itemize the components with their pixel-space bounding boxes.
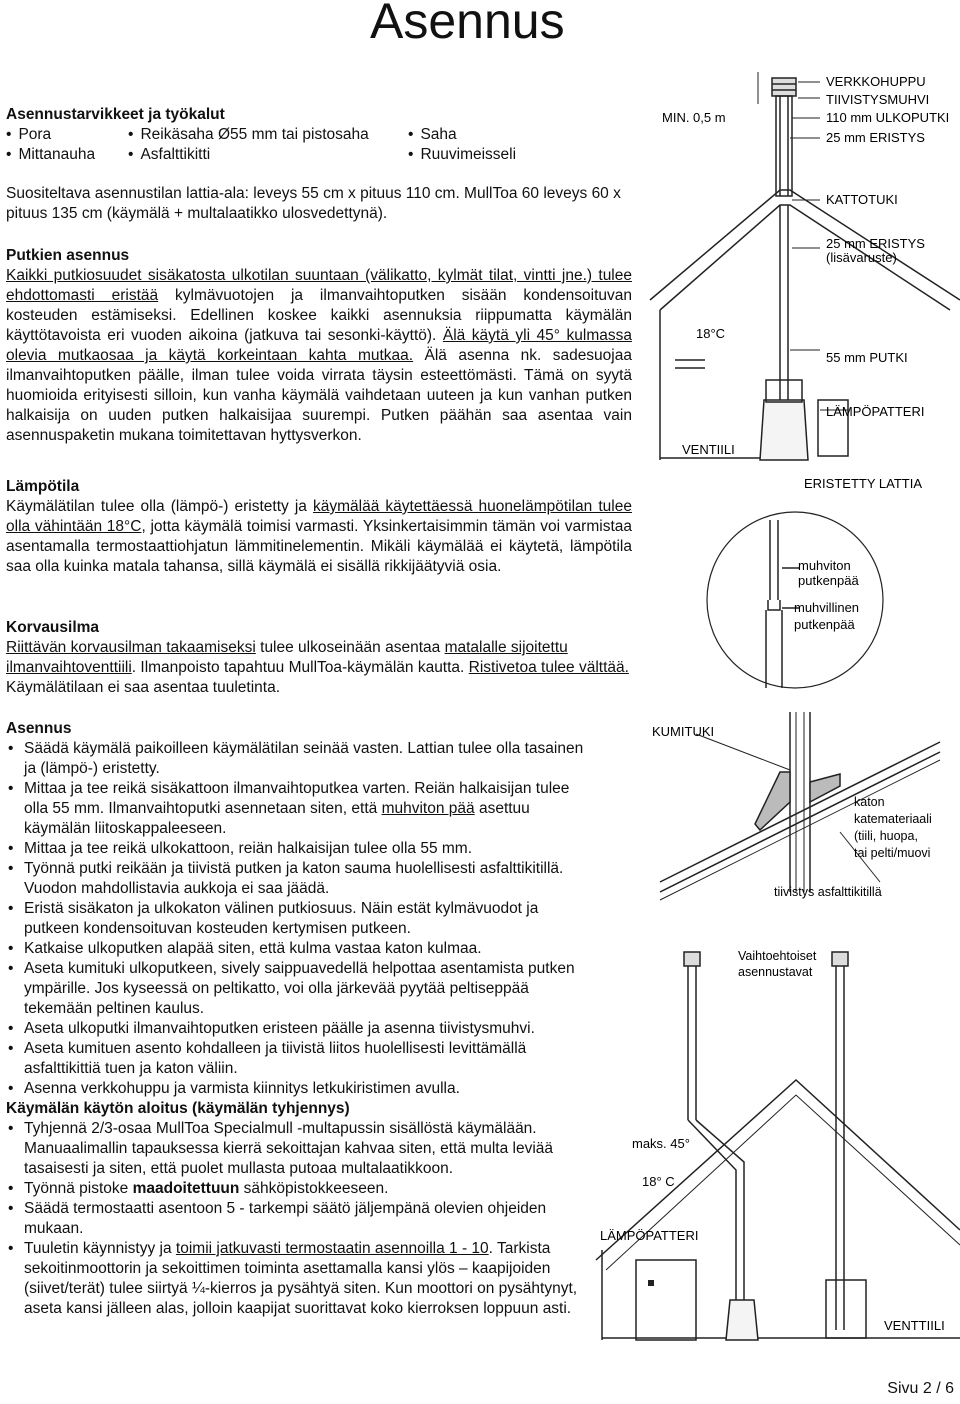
- label-maks: maks. 45°: [632, 1136, 690, 1151]
- tool-item: • Reikäsaha Ø55 mm tai pistosaha: [128, 125, 369, 145]
- list-item: • Työnnä putki reikään ja tiivistä putken ja katon sauma huolellisesti asfalttikitillä. Vuodon mahdollistavia aukkoja ei saa jäädä.: [6, 859, 596, 899]
- label-putkenpaa-1: putkenpää: [798, 573, 859, 588]
- label-venttiili-2: VENTTIILI: [884, 1318, 945, 1333]
- min-distance-label: MIN. 0,5 m: [662, 110, 726, 125]
- list-item: • Tuuletin käynnistyy ja toimii jatkuvasti termostaatin asennoilla 1 - 10. Tarkista sekoitinmoottorin ja sekoittimen toiminta asettamalla kansi ylös – kaapijoiden (siivet/terät) tulee siirtyä ¼-kierros ja pysähtyä siten. Kun moottori on pysähtynyt, aseta kansi jälleen alas, jolloin kaapijat suorittavat koko kierroksen loppuun asti.: [6, 1239, 596, 1319]
- alternative-installation-diagram: [596, 930, 960, 1350]
- list-item: • Eristä sisäkaton ja ulkokaton välinen putkiosuus. Näin estät kylmävuodot ja putkeen kondensoituvan kosteuden kertymisen putkeen.: [6, 899, 596, 939]
- tool-item: • Pora: [6, 125, 51, 145]
- label-eristys: 25 mm ERISTYS: [826, 130, 925, 145]
- label-eristetty-lattia: ERISTETTY LATTIA: [804, 476, 922, 491]
- list-item: • Aseta ulkoputki ilmanvaihtoputken eristeen päälle ja asenna tiivistysmuhvi.: [6, 1019, 596, 1039]
- list-item: • Säädä käymälä paikoilleen käymälätilan seinää vasten. Lattian tulee olla tasainen ja (lämpö-) eristetty.: [6, 739, 596, 779]
- list-item: • Työnnä pistoke maadoitettuun sähköpistokkeeseen.: [6, 1179, 596, 1199]
- list-item: • Säädä termostaatti asentoon 5 - tarkempi säätö jäljempänä olevien ohjeiden mukaan.: [6, 1199, 596, 1239]
- label-lampopatteri-2: LÄMPÖPATTERI: [600, 1228, 699, 1243]
- tool-item: • Mittanauha: [6, 145, 95, 165]
- tools-section: [6, 105, 646, 165]
- tool-item: • Saha: [408, 125, 457, 145]
- list-item: • Katkaise ulkoputken alapää siten, että kulma vastaa katon kulmaa.: [6, 939, 596, 959]
- air-heading: Korvausilma: [6, 619, 100, 636]
- tools-heading: Asennustarvikkeet ja työkalut: [6, 106, 225, 123]
- label-temp: 18°C: [696, 326, 726, 341]
- list-item: • Aseta kumituki ulkoputkeen, sively saippuavedellä helpottaa asentamista putken ympärille. Jos kyseessä on peltikatto, voi olla järkevää pyytää peltiseppää tekemään peltinen kaulus.: [6, 959, 596, 1019]
- label-lampopatteri: LÄMPÖPATTERI: [826, 404, 925, 419]
- list-item: • Mittaa ja tee reikä sisäkattoon ilmanvaihtoputkea varten. Reiän halkaisijan tulee olla 55 mm. Ilmanvaihtoputki asennetaan siten, että muhviton pää asettuu käymälän liitoskappaleeseen.: [6, 779, 596, 839]
- temperature-section: Lämpötila Käymälätilan tulee olla (lämpö-) eristetty ja käymälää käytettäessä huonelämpötilan tulee olla vähintään 18°C, jotta käymälä toimisi varmasti. Yksinkertaisimmin tämän voi varmistaa asentamalla termostaattiohjatun lämmitinelementin. Mikäli käymälää ei käytetä, lämpötila saa olla kuinka matala tahansa, sillä käymälä ei sisällä rikkijäätyviä osia.: [6, 478, 632, 575]
- tool-item: • Ruuvimeisseli: [408, 145, 516, 165]
- pipe-heading: Putkien asennus: [6, 247, 130, 264]
- label-kattotuki: KATTOTUKI: [826, 192, 898, 207]
- label-ulkoputki: 110 mm ULKOPUTKI: [826, 110, 950, 125]
- page-title: Asennus: [370, 0, 565, 49]
- install-list: [6, 739, 596, 1099]
- list-item: • Mittaa ja tee reikä ulkokattoon, reiän halkaisijan tulee olla 55 mm.: [6, 839, 596, 859]
- label-katon: katon: [854, 795, 885, 809]
- air-section: Korvausilma Riittävän korvausilman takaamiseksi tulee ulkoseinään asentaa matalalle sijoitettu ilmanvaihtoventtiili. Ilmanpoisto tapahtuu MullToa-käymälän kautta. Ristivetoa tulee välttää. Käymälätilaan ei saa asentaa tuuletinta.: [6, 618, 632, 698]
- label-tiivistys: tiivistys asfalttikitillä: [774, 885, 882, 899]
- pipe-ends-diagram: [720, 510, 960, 690]
- label-pelti: tai pelti/muovi: [854, 846, 931, 860]
- start-list: [6, 1119, 596, 1319]
- list-item: • Asenna verkkohuppu ja varmista kiinnitys letkukiristimen avulla.: [6, 1079, 596, 1099]
- label-katemateriaali: katemateriaali: [854, 812, 932, 826]
- label-asennustavat: asennustavat: [738, 965, 813, 979]
- install-heading: Asennus: [6, 720, 72, 737]
- list-item: • Aseta kumituen asento kohdalleen ja tiivistä liitos huolellisesti levittämällä asfalttikittiä tuen ja katon väliin.: [6, 1039, 596, 1079]
- roof-detail-diagram: [640, 712, 960, 902]
- label-muhviton: muhviton: [798, 558, 851, 573]
- label-putki: 55 mm PUTKI: [826, 350, 908, 365]
- label-kumituki: KUMITUKI: [652, 724, 715, 739]
- label-verkkohuppu: VERKKOHUPPU: [826, 74, 926, 89]
- pipe-section: Putkien asennus Kaikki putkiosuudet sisäkatosta ulkotilan suuntaan (välikatto, kylmät tilat, vintti jne.) tulee ehdottomasti eristää kylmävuotojen ja ilmanvaihtoputken sisään kondensoituvan kosteuden estämiseksi. Edellinen koskee kaikki asennuksia riippumatta käymälän käyttötavoista eri vuoden aikoina (jatkuva tai sesonki-käyttö). Älä käytä yli 45° kulmassa olevia mutkaosaa ja käytä korkeintaan kahta mutkaa. Älä asenna nk. sadesuojaa ilmanvaihtoputken päälle, ilman tulee voida virrata täysin esteettömästi. Tämä on syytä huomioida erityisesti silloin, kun vanha käymälä vaihdetaan uuteen ja kun vanhan putken halkaisija on uuden putken halkaisijaa suurempi. Putken päähän saa asentaa vain asennuspaketin mukana toimitettavan hyttysverkon.: [6, 247, 633, 444]
- label-venttiili: VENTIILI: [682, 442, 735, 457]
- list-item: • Tyhjennä 2/3-osaa MullToa Specialmull -multapussin sisällöstä käymälään. Manuaalimallin tapauksessa kierrä sekoittajan kahvaa siten, että multa leviää tasaisesti ja siten, että puolet mullasta putoaa multalaatikkoon.: [6, 1119, 596, 1179]
- start-heading: Käymälän käytön aloitus (käymälän tyhjennys): [6, 1100, 350, 1117]
- label-vaihtoehtoiset: Vaihtoehtoiset: [738, 949, 817, 963]
- label-muhvillinen: muhvillinen: [794, 600, 860, 615]
- installation-diagram: [640, 60, 960, 491]
- label-tiivistysmuhvi: TIIVISTYSMUHVI: [826, 92, 930, 107]
- tool-item: • Asfalttikitti: [128, 145, 210, 165]
- label-temp-2: 18° C: [642, 1174, 675, 1189]
- label-putkenpaa-2: putkenpää: [794, 617, 855, 632]
- label-eristys-2: 25 mm ERISTYS: [826, 236, 925, 251]
- label-tiili: (tiili, huopa,: [854, 829, 918, 843]
- temperature-heading: Lämpötila: [6, 478, 80, 495]
- page-number: Sivu 2 / 6: [887, 1380, 954, 1397]
- label-lisavaruste: (lisävaruste): [826, 250, 897, 265]
- floor-area-text: Suositeltava asennustilan lattia-ala: leveys 55 cm x pituus 110 cm. MullToa 60 leveys 60 x pituus 135 cm (käymälä + multalaatikko ulosvedettynä).: [6, 185, 621, 222]
- install-section: [6, 719, 596, 1319]
